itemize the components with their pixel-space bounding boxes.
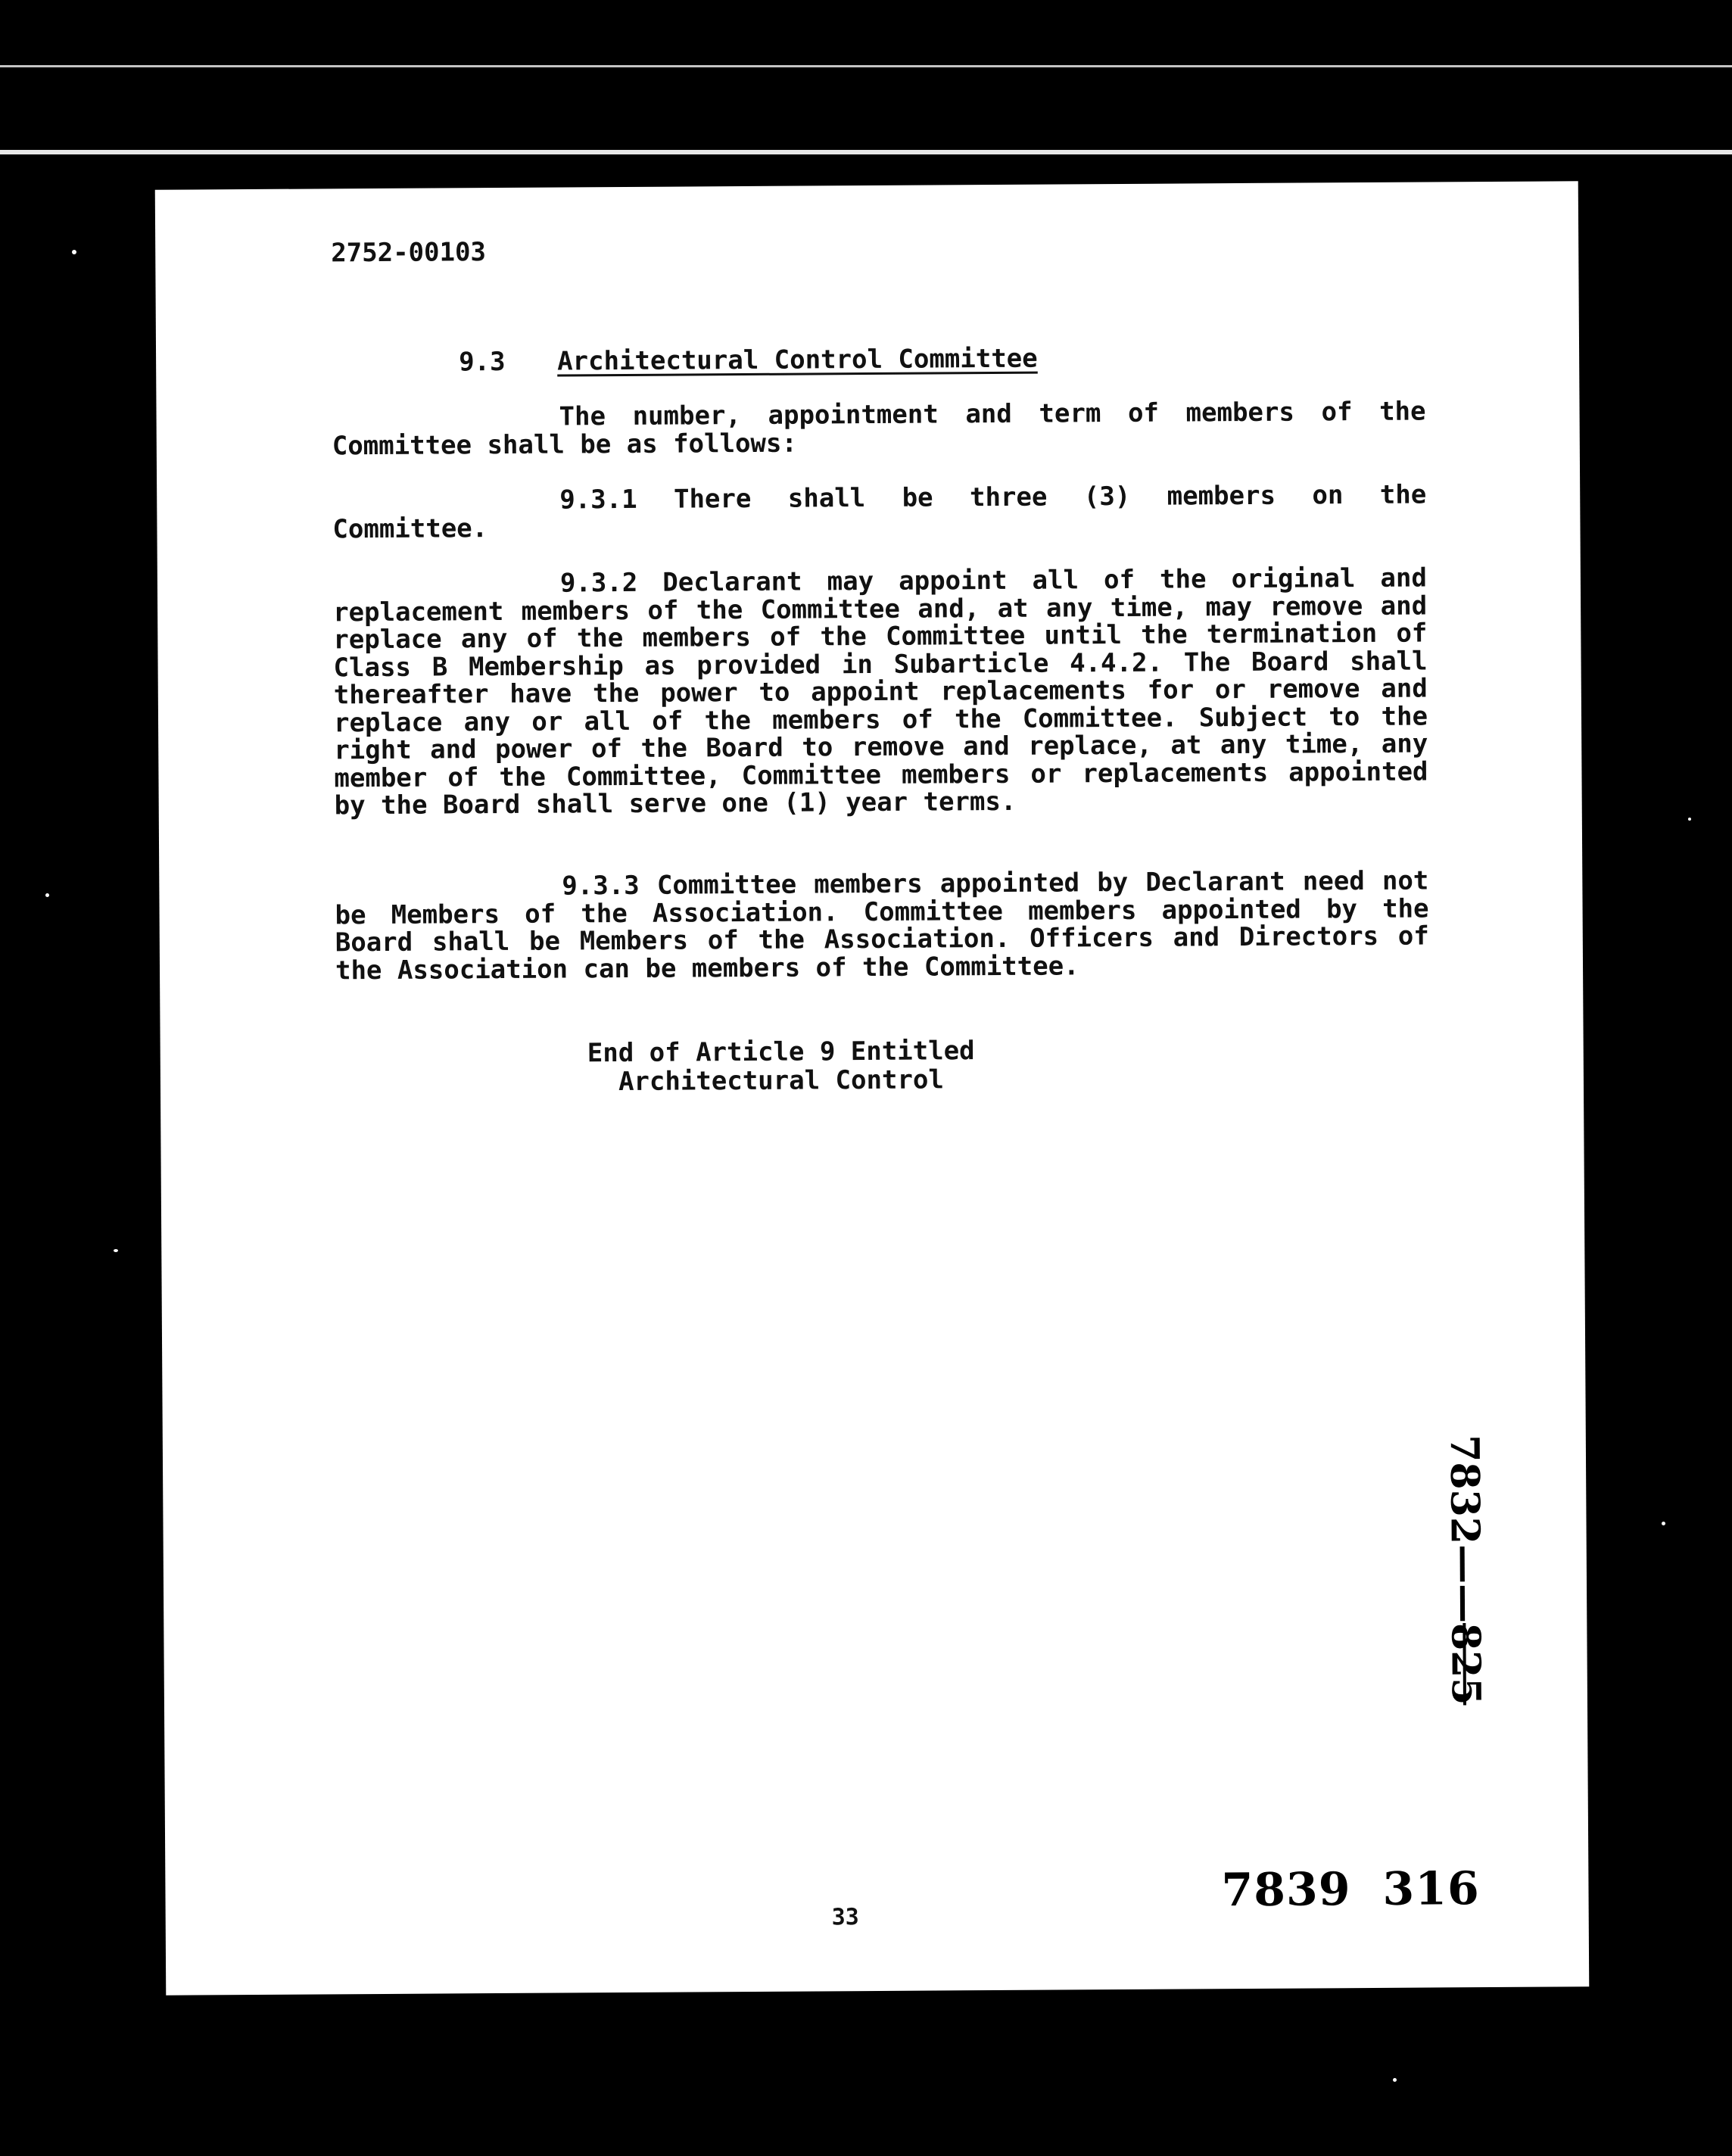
section-number: 9.3 (459, 346, 506, 378)
document-id: 2752-00103 (331, 237, 487, 269)
handwritten-book: 7832 (1441, 1435, 1488, 1545)
scan-speck (114, 1249, 118, 1252)
scan-edge-line (0, 150, 1732, 154)
end-note-line: End of Article 9 Entitled (587, 1036, 975, 1069)
handwritten-book-page-note: 7832——825 (1441, 1435, 1489, 1706)
scan-speck (1393, 2078, 1397, 2082)
scan-edge-line (0, 65, 1732, 67)
section-title: Architectural Control Committee (557, 343, 1038, 377)
scan-speck (72, 250, 76, 254)
end-of-article-note (554, 1036, 1008, 1097)
scan-speck (1662, 1522, 1665, 1525)
handwritten-page: 825 (1442, 1622, 1489, 1706)
paragraph-9-3-1: 9.3.1 There shall be three (3) members on the Committee. (332, 479, 1427, 544)
page-number: 33 (831, 1904, 859, 1931)
paragraph-9-3-3: 9.3.3 Committee members appointed by Declarant need not be Members of the Association. Committee members appointed by the Board shall be Members of the Association. Officers and Directors of the Association can be members of the Committee. (335, 865, 1429, 986)
recording-stamp-page: 316 (1382, 1862, 1480, 1916)
scan-speck (1688, 818, 1691, 821)
end-note-line: Architectural Control (618, 1064, 944, 1098)
paragraph-9-3-2: 9.3.2 Declarant may appoint all of the original and replacement members of the Committee and, at any time, may remove and replace any of the members of the Committee until the termination of Class B Membership as provided in Subarticle 4.4.2. The Board shall thereafter have the power to appoint replacements for or remove and replace any or all of the members of the Committee. Subject to the right and power of the Board to remove and replace, at any time, any member of the Committee, Committee members or replacements appointed by the Board shall serve one (1) year terms. (333, 562, 1428, 821)
recording-stamp-book: 7839 (1221, 1863, 1351, 1918)
scan-speck (45, 893, 49, 897)
document-page (155, 181, 1590, 1995)
paragraph-intro: The number, appointment and term of members of the Committee shall be as follows: (332, 396, 1426, 461)
